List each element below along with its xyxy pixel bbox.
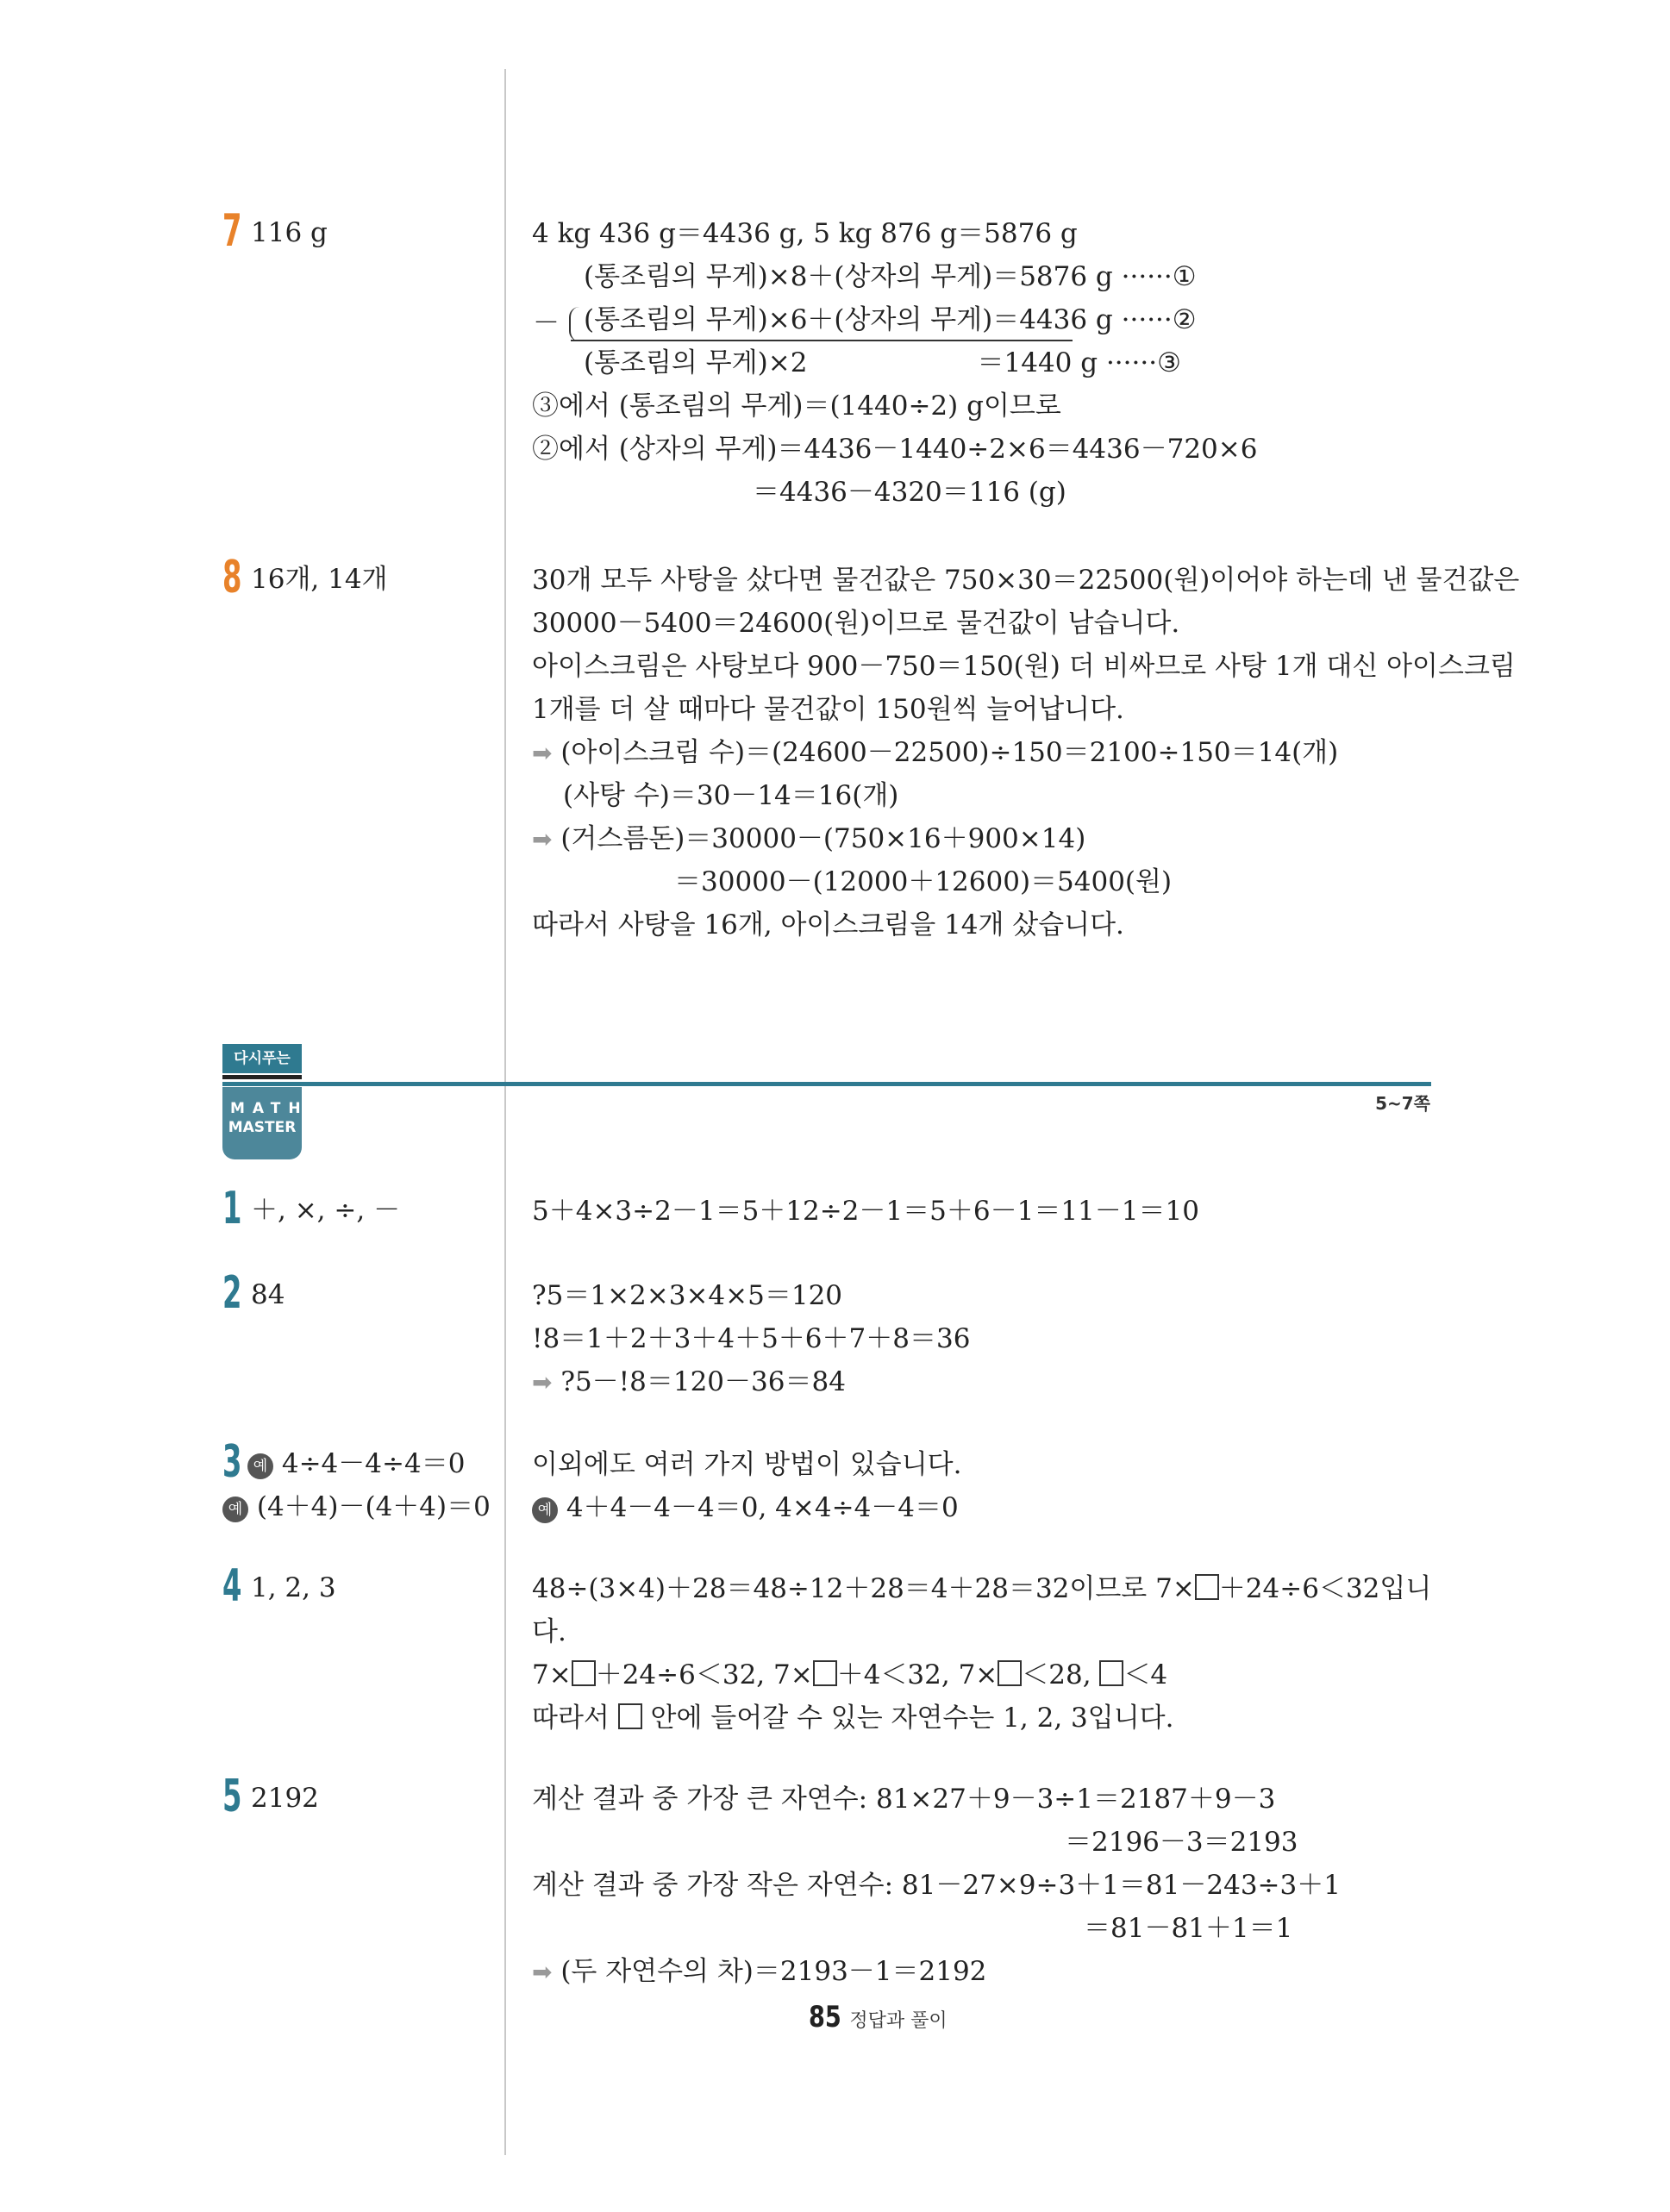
example-badge: 예 <box>247 1453 273 1479</box>
solution-text: ＋24÷6＜32입니 <box>1218 1573 1432 1604</box>
solution-3 <box>532 1443 961 1529</box>
solution-line: 1개를 더 살 때마다 물건값이 150원씩 늘어납니다. <box>532 694 1124 725</box>
column-divider <box>504 69 506 2155</box>
page-reference: 5~7쪽 <box>1375 1093 1430 1114</box>
blank-box <box>998 1660 1022 1686</box>
subtraction-sign: － <box>533 308 560 339</box>
solution-line: 계산 결과 중 가장 큰 자연수: 81×27＋9－3÷1＝2187＋9－3 <box>532 1784 1276 1815</box>
solution-line: ＝4436－4320＝116 (g) <box>753 477 1066 508</box>
solution-line: (통조림의 무게)×8＋(상자의 무게)＝5876 g ······① <box>584 261 1197 292</box>
solution-line <box>532 1696 1431 1740</box>
solution-line: ③에서 (통조림의 무게)＝(1440÷2) g이므로 <box>532 391 1061 422</box>
solution-line <box>532 1950 1341 1993</box>
blank-box <box>1195 1574 1219 1600</box>
arrow-icon: ➡ <box>532 739 553 767</box>
solution-text: 7× <box>532 1659 572 1690</box>
badge-title-line2: MASTER <box>228 1119 297 1136</box>
problem-number-5: 5 <box>222 1771 242 1822</box>
solution-line: 아이스크림은 사탕보다 900－750＝150(원) 더 비싸므로 사탕 1개 대신 아이스크림 <box>532 651 1516 682</box>
solution-4 <box>532 1567 1431 1740</box>
solution-line: ＝30000－(12000＋12600)＝5400(원) <box>674 866 1173 897</box>
arrow-icon: ➡ <box>532 1368 553 1397</box>
answer-1: ＋, ×, ÷, － <box>251 1195 401 1226</box>
answer-3a <box>247 1447 465 1481</box>
solution-text: 4＋4－4－4＝0, 4×4÷4－4＝0 <box>566 1492 959 1523</box>
solution-line: (통조림의 무게)×2 ＝1440 g ······③ <box>584 347 1181 378</box>
page-footer <box>809 2000 948 2034</box>
solution-line <box>532 731 1519 774</box>
section-divider-dark <box>222 1075 302 1079</box>
answer-8: 16개, 14개 <box>251 564 388 595</box>
section-divider <box>222 1082 1431 1086</box>
subtraction-underline <box>571 340 1073 341</box>
problem-number-7: 7 <box>222 205 242 257</box>
solution-line: (사탕 수)＝30－14＝16(개) <box>563 780 899 811</box>
solution-line: !8＝1＋2＋3＋4＋5＋6＋7＋8＝36 <box>532 1323 971 1354</box>
solution-line: ②에서 (상자의 무게)＝4436－1440÷2×6＝4436－720×6 <box>532 434 1258 465</box>
answer-text: 4÷4－4÷4＝0 <box>281 1448 466 1479</box>
solution-text: (두 자연수의 차)＝2193－1＝2192 <box>560 1956 987 1987</box>
solution-8 <box>532 559 1519 947</box>
badge-title-line1: MATH <box>230 1100 309 1117</box>
solution-line: 5＋4×3÷2－1＝5＋12÷2－1＝5＋6－1＝11－1＝10 <box>532 1196 1199 1227</box>
solution-text: ＋4＜32, 7× <box>836 1659 998 1690</box>
math-master-badge <box>222 1087 309 1159</box>
solution-text: 48÷(3×4)＋28＝48÷12＋28＝4＋28＝32이므로 7× <box>532 1573 1195 1604</box>
solution-line: 따라서 사탕을 16개, 아이스크림을 14개 샀습니다. <box>532 909 1124 940</box>
answer-3b <box>222 1490 491 1524</box>
solution-text: ＜4 <box>1123 1659 1168 1690</box>
blank-box <box>572 1660 596 1686</box>
problem-number-8: 8 <box>222 552 242 603</box>
solution-7 <box>532 212 1257 514</box>
problem-number-1: 1 <box>222 1183 242 1234</box>
solution-line: 30000－5400＝24600(원)이므로 물건값이 남습니다. <box>532 608 1180 639</box>
arrow-icon: ➡ <box>532 1958 553 1986</box>
solution-line <box>532 1567 1431 1610</box>
answer-5: 2192 <box>251 1783 319 1814</box>
solution-line <box>532 1486 961 1529</box>
section-tag: 다시푸는 <box>222 1044 302 1073</box>
solution-line: 30개 모두 사탕을 샀다면 물건값은 750×30＝22500(원)이어야 하는데 낸 물건값은 <box>532 565 1520 596</box>
solution-line: 다. <box>532 1616 566 1647</box>
solution-text: (아이스크림 수)＝(24600－22500)÷150＝2100÷150＝14(개) <box>560 737 1339 768</box>
solution-line <box>532 1653 1431 1696</box>
subtraction-bracket <box>569 307 579 341</box>
solution-line: ＝2196－3＝2193 <box>1065 1827 1298 1858</box>
solution-2 <box>532 1274 970 1403</box>
solution-line <box>532 1360 970 1403</box>
solution-5 <box>532 1778 1341 1993</box>
solution-line: ?5＝1×2×3×4×5＝120 <box>532 1280 843 1311</box>
solution-line: 계산 결과 중 가장 작은 자연수: 81－27×9÷3＋1＝81－243÷3＋1 <box>532 1870 1341 1901</box>
blank-box <box>618 1703 642 1729</box>
problem-number-4: 4 <box>222 1560 242 1612</box>
problem-number-2: 2 <box>222 1267 242 1319</box>
solution-text: ＜28, <box>1022 1659 1100 1690</box>
page-label: 정답과 풀이 <box>849 2010 948 2032</box>
solution-line: 이외에도 여러 가지 방법이 있습니다. <box>532 1449 962 1480</box>
answer-text: (4＋4)－(4＋4)＝0 <box>256 1491 491 1522</box>
example-badge: 예 <box>532 1497 558 1523</box>
blank-box <box>813 1660 837 1686</box>
solution-text: ＋24÷6＜32, 7× <box>595 1659 813 1690</box>
answer-4: 1, 2, 3 <box>251 1572 336 1603</box>
solution-line <box>532 817 1519 860</box>
answer-2: 84 <box>251 1279 285 1310</box>
solution-text: ?5－!8＝120－36＝84 <box>560 1366 846 1397</box>
solution-line: 4 kg 436 g＝4436 g, 5 kg 876 g＝5876 g <box>532 218 1078 249</box>
example-badge: 예 <box>222 1497 248 1522</box>
solution-text: 안에 들어갈 수 있는 자연수는 1, 2, 3입니다. <box>641 1703 1174 1734</box>
answer-7: 116 g <box>251 217 328 248</box>
arrow-icon: ➡ <box>532 825 553 853</box>
solution-line: (통조림의 무게)×6＋(상자의 무게)＝4436 g ······② <box>584 304 1197 335</box>
solution-1 <box>532 1190 1199 1233</box>
solution-line: ＝81－81＋1＝1 <box>1084 1913 1293 1944</box>
solution-text: (거스름돈)＝30000－(750×16＋900×14) <box>560 823 1086 854</box>
solution-text: 따라서 <box>532 1703 618 1734</box>
page-number: 85 <box>809 2000 841 2034</box>
problem-number-3: 3 <box>222 1436 242 1488</box>
blank-box <box>1099 1660 1123 1686</box>
